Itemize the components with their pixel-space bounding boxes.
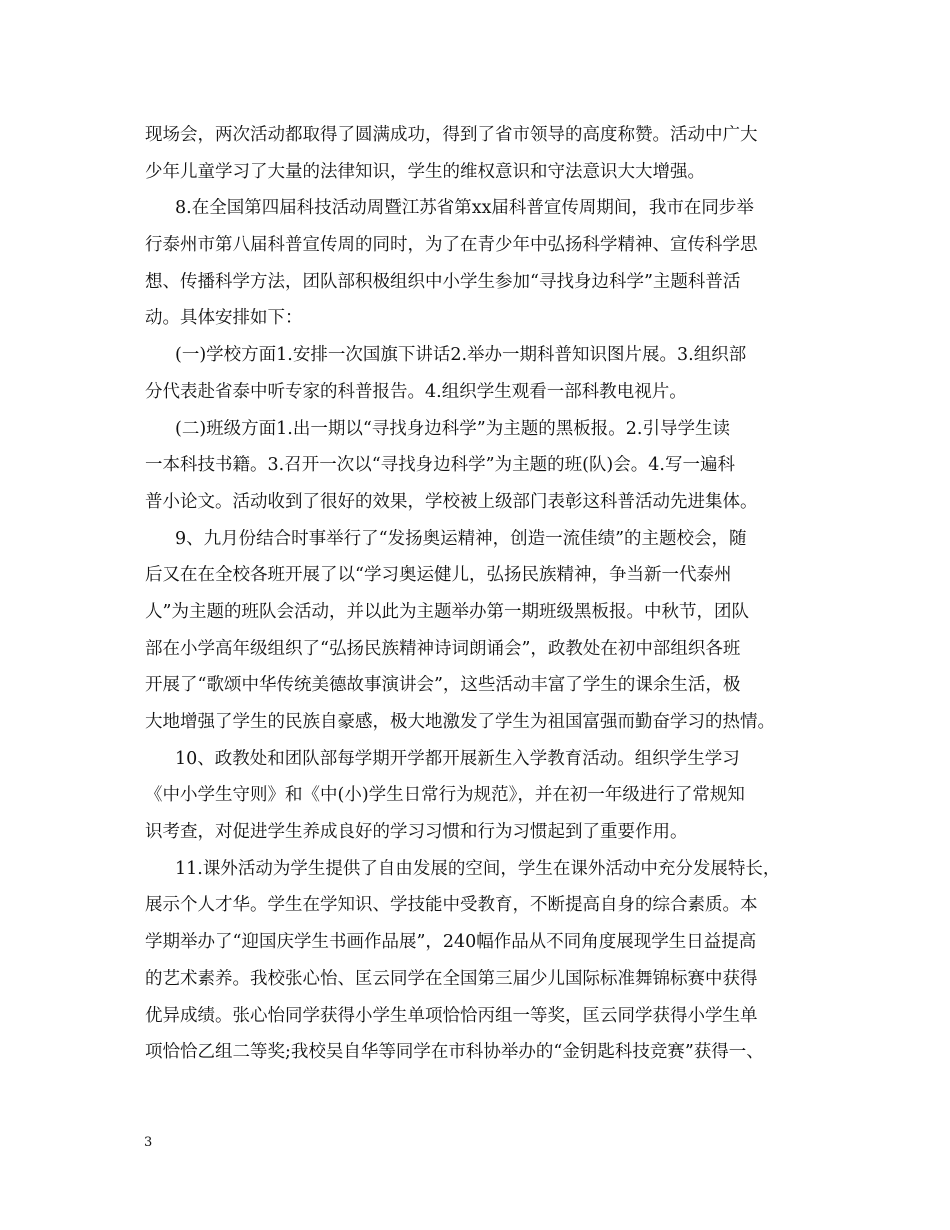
- text-line: 9、九月份结合时事举行了“发扬奥运精神，创造一流佳绩”的主题校会，随: [175, 528, 747, 549]
- text-line: 的艺术素养。我校张心怡、匡云同学在全国第三届少儿国际标准舞锦标赛中获得: [145, 968, 758, 989]
- text-line: 项恰恰乙组二等奖;我校吴自华等同学在市科协举办的“金钥匙科技竞赛”获得一、: [145, 1042, 764, 1063]
- text-line: 现场会，两次活动都取得了圆满成功，得到了省市领导的高度称赞。活动中广大: [145, 125, 758, 145]
- text-line: 学期举办了“迎国庆学生书画作品展”，240幅作品从不同角度展现学生日益提高: [145, 932, 757, 953]
- text-line: 大地增强了学生的民族自豪感，极大地激发了学生为祖国富强而勤奋学习的热情。: [145, 712, 775, 732]
- text-line: 优异成绩。张心怡同学获得小学生单项恰恰丙组一等奖，匡云同学获得小学生单: [145, 1005, 758, 1026]
- text-line: 动。具体安排如下：: [145, 308, 303, 329]
- text-line: 少年儿童学习了大量的法律知识，学生的维权意识和守法意识大大增强。: [145, 161, 705, 182]
- text-line: 分代表赴省泰中听专家的科普报告。4.组织学生观看一部科教电视片。: [145, 381, 687, 402]
- text-line: 8.在全国第四届科技活动周暨江苏省第xx届科普宣传周期间，我市在同步举: [175, 198, 754, 219]
- text-line: (一)学校方面1.安排一次国旗下讲话2.举办一期科普知识图片展。3.组织部: [175, 345, 747, 366]
- text-line: 人”为主题的班队会活动，并以此为主题举办第一期班级黑板报。中秋节，团队: [145, 601, 749, 622]
- text-line: 11.课外活动为学生提供了自由发展的空间，学生在课外活动中充分发展特长，: [175, 858, 781, 879]
- text-line: 部在小学高年级组织了“弘扬民族精神诗词朗诵会”，政教处在初中部组织各班: [145, 638, 741, 659]
- text-line: 一本科技书籍。3.召开一次以“寻找身边科学”为主题的班(队)会。4.写一遍科: [145, 455, 735, 476]
- text-line: 行泰州市第八届科普宣传周的同时，为了在青少年中弘扬科学精神、宣传科学思: [145, 235, 758, 256]
- text-line: 展示个人才华。学生在学知识、学技能中受教育，不断提高自身的综合素质。本: [145, 895, 758, 916]
- text-line: 识考查，对促进学生养成良好的学习习惯和行为习惯起到了重要作用。: [145, 822, 688, 843]
- text-line: 想、传播科学方法，团队部积极组织中小学生参加“寻找身边科学”主题科普活: [145, 271, 741, 292]
- text-line: 后又在在全校各班开展了以“学习奥运健儿，弘扬民族精神，争当新一代泰州: [145, 565, 732, 586]
- body-text: [145, 117, 825, 1071]
- text-line: (二)班级方面1.出一期以“寻找身边科学”为主题的黑板报。2.引导学生读: [175, 418, 730, 439]
- text-line: 普小论文。活动收到了很好的效果，学校被上级部门表彰这科普活动先进集体。: [145, 491, 758, 512]
- text-line: 《中小学生守则》和《中(小)学生日常行为规范》，并在初一年级进行了常规知: [145, 785, 745, 806]
- page-number: 3: [144, 1135, 153, 1150]
- text-line: 开展了“歌颂中华传统美德故事演讲会”，这些活动丰富了学生的课余生活，极: [145, 675, 741, 696]
- text-line: 10、政教处和团队部每学期开学都开展新生入学教育活动。组织学生学习: [175, 748, 740, 769]
